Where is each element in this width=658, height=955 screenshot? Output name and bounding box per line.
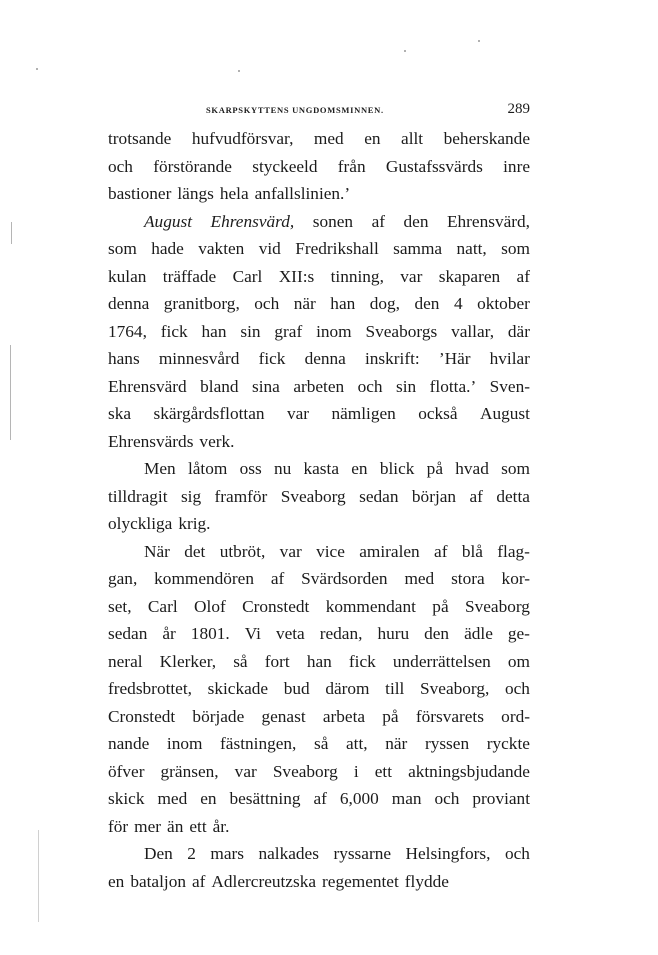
word: längs <box>177 184 214 203</box>
word: därom <box>325 679 370 698</box>
word: oktober <box>477 294 530 313</box>
word: Svärdsorden <box>301 569 388 588</box>
word: Cronstedt <box>242 596 310 616</box>
word: fästningen, <box>220 734 297 753</box>
word: verk. <box>199 431 235 451</box>
word: August <box>144 211 193 231</box>
text-line <box>108 813 530 841</box>
word: ryssarne <box>333 844 392 863</box>
word: när <box>293 294 316 313</box>
word: Ehrensvärd, <box>210 211 295 231</box>
word: mer <box>134 816 162 836</box>
word: sedan <box>359 486 399 506</box>
word: inre <box>503 156 530 176</box>
word: af <box>516 266 530 286</box>
text-line <box>108 675 530 703</box>
word: beherskande <box>443 129 530 148</box>
paragraph <box>108 455 530 538</box>
word: af <box>191 871 206 891</box>
word: minnesvård <box>158 349 240 368</box>
word: 1764, <box>108 321 147 341</box>
word: tinning, <box>330 266 384 286</box>
page-number: 289 <box>507 101 530 117</box>
word: samma <box>393 239 443 258</box>
word: styckeeld <box>252 156 318 176</box>
word: vallar, <box>451 321 495 341</box>
word: När <box>144 541 170 561</box>
word: som <box>501 239 530 258</box>
text-line <box>108 538 530 566</box>
word: arbeta <box>322 706 366 726</box>
text-line <box>108 455 530 483</box>
word: Ehrensvärd, <box>446 211 530 231</box>
word: mars <box>210 844 244 863</box>
word: skärgårdsflottan <box>153 404 265 423</box>
word: vice <box>316 541 345 561</box>
word: framför <box>214 486 268 506</box>
word: sina <box>252 376 280 396</box>
word: så <box>313 734 329 753</box>
word: hvilar <box>489 349 530 368</box>
text-line <box>108 400 530 428</box>
word: set, <box>108 596 132 616</box>
word: försvarets <box>415 706 484 726</box>
word: skick <box>108 789 145 808</box>
word: med <box>157 789 188 808</box>
word: Olof <box>194 596 226 616</box>
word: år. <box>212 816 230 836</box>
paper-speck <box>404 50 406 52</box>
text-line <box>108 235 530 263</box>
word: ’Här <box>438 349 471 368</box>
text-line <box>108 345 530 373</box>
word: träffade <box>162 266 217 286</box>
text-line <box>108 840 530 868</box>
word: var <box>286 404 310 423</box>
word: en <box>364 129 381 148</box>
word: flag- <box>497 541 530 561</box>
word: af <box>434 541 448 561</box>
word: ett <box>374 761 392 781</box>
word: Fredrikshall <box>295 239 379 258</box>
word: han <box>201 321 227 341</box>
word: kommendant <box>325 596 416 616</box>
word: och <box>357 376 383 396</box>
text-line <box>108 428 530 456</box>
word: och <box>108 156 133 176</box>
word: 4 <box>453 294 463 313</box>
word: trotsande <box>108 129 172 148</box>
page-header <box>108 101 530 121</box>
word: man <box>391 789 422 808</box>
word: regementet <box>322 871 399 891</box>
word: krig. <box>178 514 211 533</box>
word: amiralen <box>359 541 420 561</box>
word: blick <box>379 459 415 478</box>
text-line <box>108 290 530 318</box>
word: neral <box>108 651 143 671</box>
word: till <box>385 679 405 698</box>
word: Ehrensvärds <box>108 431 194 451</box>
word: 6,000 <box>339 789 379 808</box>
word: August <box>480 404 530 423</box>
text-line <box>108 483 530 511</box>
text-line <box>108 263 530 291</box>
word: stora <box>451 569 485 588</box>
text-line <box>108 318 530 346</box>
word: nande <box>108 734 150 753</box>
word: Adlercreutzska <box>211 871 317 891</box>
word: han <box>306 651 332 671</box>
word: XII:s <box>278 266 315 286</box>
word: olyckliga <box>108 514 173 533</box>
word: dog, <box>369 294 400 313</box>
word: Gustafssvärds <box>385 156 483 176</box>
word: blå <box>461 541 483 561</box>
margin-mark <box>11 222 12 244</box>
word: skickade <box>207 679 269 698</box>
word: gränsen, <box>160 761 219 781</box>
word: han <box>330 294 356 313</box>
word: hade <box>151 239 184 258</box>
word: började <box>192 706 245 726</box>
word: ord- <box>501 706 530 726</box>
word: anfallslinien.’ <box>254 184 351 203</box>
text-line <box>108 648 530 676</box>
word: flotta.’ <box>429 376 477 396</box>
word: Men <box>144 459 176 478</box>
word: låtom <box>187 459 228 478</box>
word: fredsbrottet, <box>108 679 192 698</box>
word: Sveaborg, <box>420 679 490 698</box>
text-line <box>108 593 530 621</box>
word: hans <box>108 349 140 368</box>
paper-speck <box>238 70 240 72</box>
word: ge- <box>507 624 530 643</box>
word: den <box>414 294 440 313</box>
word: att, <box>346 734 368 753</box>
text-line <box>108 758 530 786</box>
paper-speck <box>36 68 38 70</box>
word: förstörande <box>153 156 232 176</box>
paragraph <box>108 208 530 456</box>
word: vid <box>258 239 281 258</box>
word: på <box>382 706 399 726</box>
word: sin <box>396 376 417 396</box>
word: när <box>385 734 408 753</box>
word: inom <box>316 321 352 341</box>
text-line <box>108 730 530 758</box>
word: af <box>469 486 483 506</box>
word: Den <box>144 844 173 863</box>
word: med <box>313 129 344 148</box>
word: proviant <box>472 789 530 808</box>
word: också <box>418 404 458 423</box>
word: huru <box>377 624 410 643</box>
word: skaparen <box>438 266 501 286</box>
word: nalkades <box>258 844 319 863</box>
text-line <box>108 208 530 236</box>
word: veta <box>275 624 305 643</box>
word: denna <box>304 349 346 368</box>
margin-mark <box>10 345 11 440</box>
word: fick <box>258 349 286 368</box>
running-head: SKARPSKYTTENS UNGDOMSMINNEN. <box>206 105 384 115</box>
margin-mark <box>38 830 39 922</box>
word: kor- <box>501 569 530 588</box>
word: inom <box>166 734 203 753</box>
word: bastioner <box>108 184 172 203</box>
word: ska <box>108 404 132 423</box>
word: hela <box>219 184 249 203</box>
word: Klerker, <box>159 651 217 671</box>
word: en <box>200 789 217 808</box>
word: från <box>337 156 366 176</box>
word: nämligen <box>331 404 396 423</box>
word: den <box>403 211 429 231</box>
word: och <box>254 294 280 313</box>
word: 1801. <box>190 624 230 643</box>
word: ett <box>189 816 207 836</box>
word: så <box>233 651 248 671</box>
word: början <box>411 486 457 506</box>
word: och <box>504 844 530 863</box>
word: hvad <box>455 459 489 478</box>
word: af <box>371 211 385 231</box>
word: besättning <box>229 789 301 808</box>
word: kulan <box>108 266 147 286</box>
word: bland <box>200 376 239 396</box>
word: Sveaborg <box>280 486 346 506</box>
word: granitborg, <box>163 294 240 313</box>
word: underrättelsen <box>392 651 491 671</box>
word: Ehrensvärd <box>108 376 187 396</box>
word: Carl <box>147 596 178 616</box>
word: vakten <box>198 239 245 258</box>
word: sig <box>180 486 202 506</box>
word: utbröt, <box>219 541 266 561</box>
word: ryssen <box>424 734 470 753</box>
word: Sven- <box>489 376 530 396</box>
word: på <box>426 459 443 478</box>
paragraph <box>108 538 530 841</box>
word: som <box>501 459 530 478</box>
word: år <box>162 624 176 643</box>
word: Vi <box>244 624 261 643</box>
word: inskrift: <box>364 349 420 368</box>
word: som <box>108 239 137 258</box>
word: redan, <box>319 624 363 643</box>
paragraph <box>108 125 530 208</box>
body-text <box>108 125 530 895</box>
paragraph <box>108 840 530 895</box>
word: fick <box>160 321 188 341</box>
word: graf <box>274 321 303 341</box>
word: Sveaborg <box>464 596 530 616</box>
word: nu <box>273 459 292 478</box>
word: där <box>507 321 530 341</box>
word: af <box>313 789 327 808</box>
word: Carl <box>232 266 263 286</box>
word: Sveaborg <box>272 761 338 781</box>
word: var <box>279 541 302 561</box>
word: och <box>504 679 530 698</box>
word: än <box>167 816 184 836</box>
word: bud <box>283 679 310 698</box>
word: ryckte <box>486 734 530 753</box>
text-line <box>108 868 530 896</box>
word: den <box>424 624 450 643</box>
text-line <box>108 510 530 538</box>
word: af <box>270 569 285 588</box>
word: en <box>351 459 368 478</box>
word: öfver <box>108 761 145 781</box>
word: om <box>507 651 530 671</box>
word: ädle <box>464 624 493 643</box>
word: flydde <box>404 871 449 891</box>
word: allt <box>401 129 424 148</box>
text-line <box>108 125 530 153</box>
word: Sveaborgs <box>365 321 438 341</box>
word: genast <box>261 706 306 726</box>
word: kommendören <box>154 569 254 588</box>
word: fick <box>348 651 376 671</box>
word: natt, <box>456 239 487 258</box>
word: Helsingfors, <box>405 844 491 863</box>
word: på <box>432 596 449 616</box>
text-line <box>108 153 530 181</box>
word: var <box>400 266 423 286</box>
word: kasta <box>303 459 339 478</box>
word: i <box>353 761 359 781</box>
paper-speck <box>478 40 480 42</box>
word: denna <box>108 294 150 313</box>
text-line <box>108 180 530 208</box>
word: sedan <box>108 624 148 643</box>
text-line <box>108 373 530 401</box>
word: arbeten <box>293 376 345 396</box>
word: detta <box>496 486 530 506</box>
word: var <box>234 761 257 781</box>
word: och <box>434 789 460 808</box>
word: 2 <box>187 844 196 863</box>
word: sonen <box>312 211 354 231</box>
word: bataljon <box>130 871 186 891</box>
text-line <box>108 620 530 648</box>
word: aktningsbjudande <box>408 761 530 781</box>
word: tilldragit <box>108 486 168 506</box>
word: sin <box>240 321 261 341</box>
word: en <box>108 871 125 891</box>
text-line <box>108 703 530 731</box>
word: hufvudförsvar, <box>191 129 294 148</box>
word: fort <box>264 651 290 671</box>
word: med <box>404 569 435 588</box>
text-line <box>108 785 530 813</box>
word: gan, <box>108 569 138 588</box>
text-line <box>108 565 530 593</box>
word: Cronstedt <box>108 706 176 726</box>
word: oss <box>239 459 262 478</box>
word: för <box>108 816 129 836</box>
word: det <box>184 541 206 561</box>
